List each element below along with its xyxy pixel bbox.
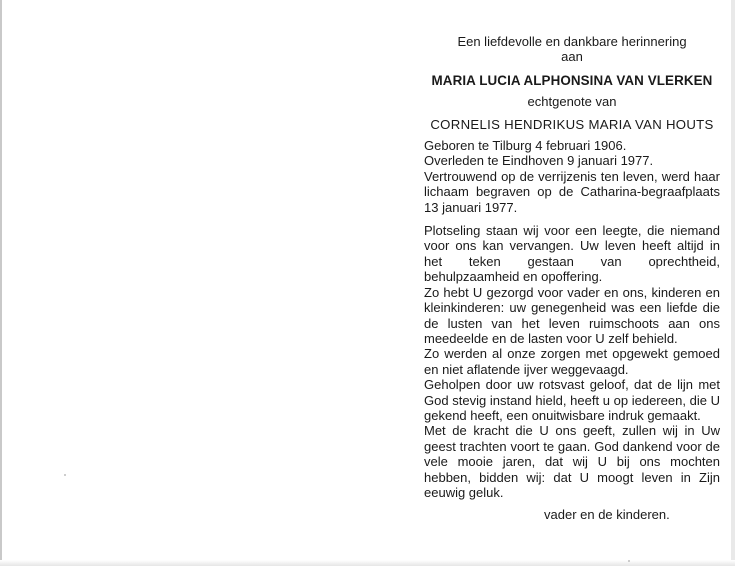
card-left-edge (0, 0, 2, 566)
memorial-text (424, 223, 720, 500)
paper-speck (628, 560, 630, 562)
deceased-name: MARIA LUCIA ALPHONSINA VAN VLERKEN (431, 72, 713, 88)
spouse-label: echtgenote van (527, 94, 617, 110)
spouse-name: CORNELIS HENDRIKUS MARIA VAN HOUTS (430, 116, 714, 132)
birth-line: Geboren te Tilburg 4 februari 1906. (424, 138, 627, 154)
paragraph: Zo hebt U gezorgd voor vader en ons, kinderen en kleinkinderen: uw genegenheid was een liefde die de lusten van het leven ruimschoots aan ons meedeelde en de lasten voor U zelf behield. (424, 284, 720, 346)
burial-line: Vertrouwend op de verrijzenis ten leven, werd haar lichaam begraven op de Catharina-begraafplaats 13 januari 1977. (424, 168, 720, 215)
paragraph: Geholpen door uw rotsvast geloof, dat de lijn met God stevig instand hield, heeft u op iedereen, die U gekend heeft, een onuitwisbare indruk gemaakt. (424, 377, 720, 423)
memorial-card-text (424, 34, 720, 523)
paragraph: Plotseling staan wij voor een leegte, die niemand voor ons kan vervangen. Uw leven heeft altijd in het teken gestaan van oprechtheid, behulpzaamheid en opoffering. (424, 223, 720, 285)
paper-speck (64, 474, 66, 476)
paragraph: Met de kracht die U ons geeft, zullen wij in Uw geest trachten voort te gaan. God dankend voor de vele mooie jaren, dat wij U bij ons mochten hebben, bidden wij: dat U moogt leven in Zijn eeuwig geluk. (424, 423, 720, 500)
card-right-edge (731, 0, 735, 566)
card-bottom-edge (0, 560, 735, 566)
intro-line-aan: aan (561, 49, 583, 65)
paragraph: Zo werden al onze zorgen met opgewekt gemoed en niet aflatende ijver weggevaagd. (424, 346, 720, 377)
life-facts (424, 138, 720, 215)
death-line: Overleden te Eindhoven 9 januari 1977. (424, 153, 654, 169)
signature: vader en de kinderen. (544, 507, 670, 523)
intro-line: Een liefdevolle en dankbare herinnering (457, 34, 687, 49)
